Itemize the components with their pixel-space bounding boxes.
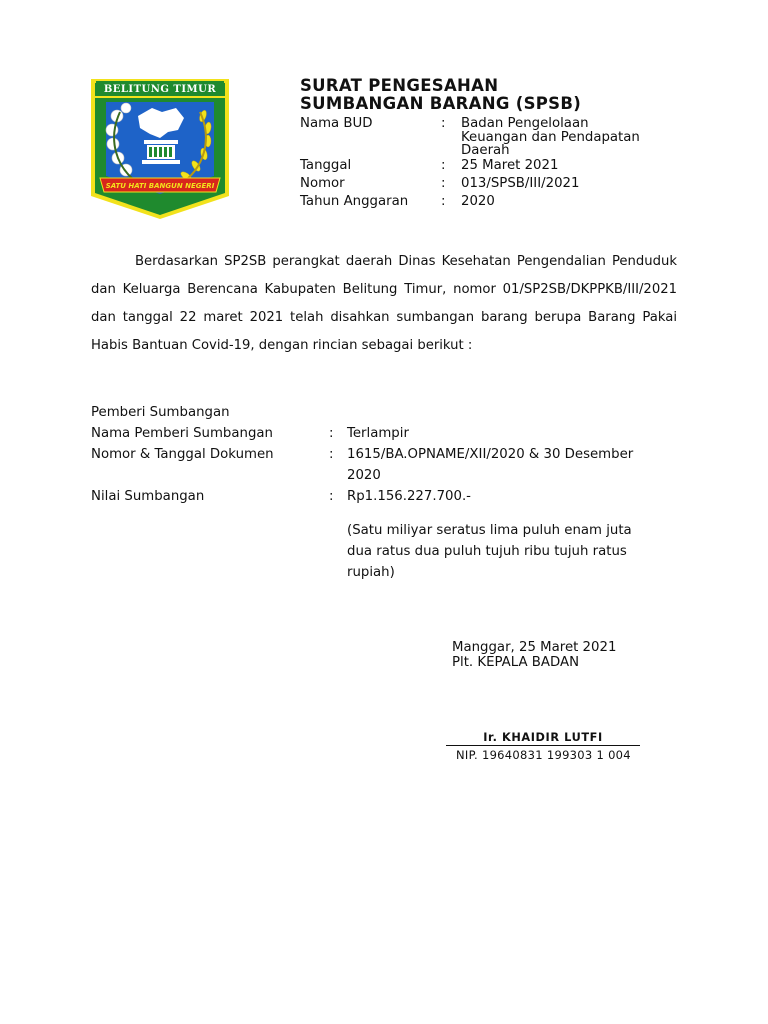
title-line-1: SURAT PENGESAHAN — [300, 76, 499, 95]
meta-value-nama-bud — [461, 117, 640, 158]
meta-value-tahun-anggaran: 2020 — [461, 194, 495, 209]
meta-label-nama-bud: Nama BUD — [300, 116, 373, 131]
belitung-timur-emblem — [90, 78, 230, 220]
meta-value-line: Keuangan dan Pendapatan — [461, 129, 640, 145]
meta-value-line: Badan Pengelolaan — [461, 116, 589, 131]
signatory-nip: NIP. 19640831 199303 1 004 — [456, 748, 631, 762]
detail-colon: : — [329, 447, 334, 462]
signatory-name: Ir. KHAIDIR LUTFI — [446, 731, 640, 746]
document-title — [300, 77, 581, 113]
meta-value-tanggal: 25 Maret 2021 — [461, 158, 559, 173]
detail-label-nama-pemberi: Nama Pemberi Sumbangan — [91, 426, 273, 441]
meta-colon: : — [441, 158, 446, 173]
detail-value-nilai: Rp1.156.227.700.- — [347, 489, 471, 504]
detail-value-nama-pemberi: Terlampir — [347, 426, 409, 441]
detail-value-nomor-tanggal: 1615/BA.OPNAME/XII/2020 & 30 Desember 2020 — [347, 447, 634, 483]
detail-colon: : — [329, 426, 334, 441]
meta-value-line: Daerah — [461, 143, 510, 158]
meta-colon: : — [441, 176, 446, 191]
logo-banner-text: BELITUNG TIMUR — [103, 84, 217, 95]
meta-label-tanggal: Tanggal — [300, 158, 352, 173]
detail-colon: : — [329, 489, 334, 504]
details-heading: Pemberi Sumbangan — [91, 405, 230, 420]
signature-place-date: Manggar, 25 Maret 2021 — [452, 640, 617, 655]
meta-colon: : — [441, 116, 446, 131]
body-paragraph-text: Berdasarkan SP2SB perangkat daerah Dinas Kesehatan Pengendalian Penduduk dan Keluarga Berencana Kabupaten Belitung Timur, nomor 01/SP2SB/DKPPKB/III/2021 dan tanggal 22 maret 2021 telah disahkan sumbangan barang berupa Barang Pakai Habis Bantuan Covid-19, dengan rincian sebagai berikut : — [91, 254, 677, 354]
signature-position: Plt. KEPALA BADAN — [452, 655, 580, 670]
meta-colon: : — [441, 194, 446, 209]
body-paragraph — [91, 248, 677, 360]
detail-label-nilai: Nilai Sumbangan — [91, 489, 205, 504]
meta-value-nomor: 013/SPSB/III/2021 — [461, 176, 580, 191]
detail-label-nomor-tanggal: Nomor & Tanggal Dokumen — [91, 447, 274, 462]
logo-ribbon-text: SATU HATI BANGUN NEGERI — [105, 182, 215, 190]
meta-label-tahun-anggaran: Tahun Anggaran — [300, 194, 409, 209]
amount-in-words: (Satu miliyar seratus lima puluh enam juta dua ratus dua puluh tujuh ribu tujuh ratus rupiah) — [347, 523, 632, 580]
meta-label-nomor: Nomor — [300, 176, 345, 191]
title-line-2: SUMBANGAN BARANG (SPSB) — [300, 94, 582, 113]
